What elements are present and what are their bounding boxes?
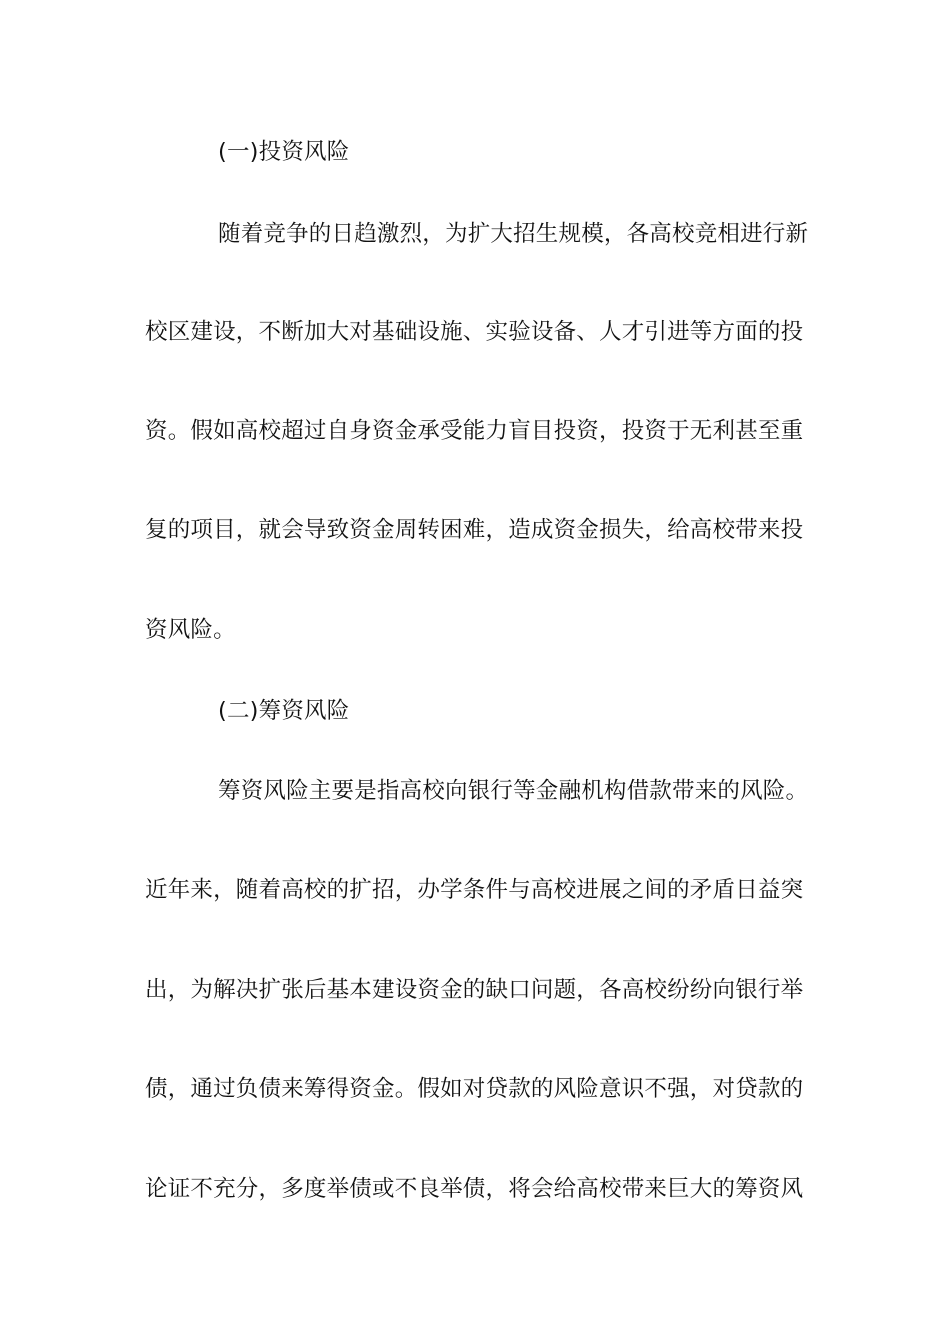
paragraph-line: 出，为解决扩张后基本建设资金的缺口问题，各高校纷纷向银行举 (145, 977, 804, 1003)
paragraph-line: 近年来，随着高校的扩招，办学条件与高校进展之间的矛盾日益突 (145, 877, 804, 903)
paragraph-line: 复的项目，就会导致资金周转困难，造成资金损失，给高校带来投 (145, 517, 804, 543)
section-heading-financing-risk: (二)筹资风险 (218, 698, 350, 724)
paragraph-line: 随着竞争的日趋激烈，为扩大招生规模，各高校竞相进行新 (218, 221, 809, 247)
paragraph-line: 论证不充分，多度举债或不良举债，将会给高校带来巨大的筹资风 (145, 1176, 804, 1202)
section-heading-investment-risk: (一)投资风险 (218, 139, 350, 165)
paragraph-line: 债，通过负债来筹得资金。假如对贷款的风险意识不强，对贷款的 (145, 1076, 804, 1102)
paragraph-line: 资。假如高校超过自身资金承受能力盲目投资，投资于无利甚至重 (145, 418, 804, 444)
paragraph-line: 筹资风险主要是指高校向银行等金融机构借款带来的风险。 (218, 778, 809, 804)
paragraph-line: 校区建设，不断加大对基础设施、实验设备、人才引进等方面的投 (145, 319, 804, 345)
paragraph-line: 资风险。 (145, 617, 236, 643)
